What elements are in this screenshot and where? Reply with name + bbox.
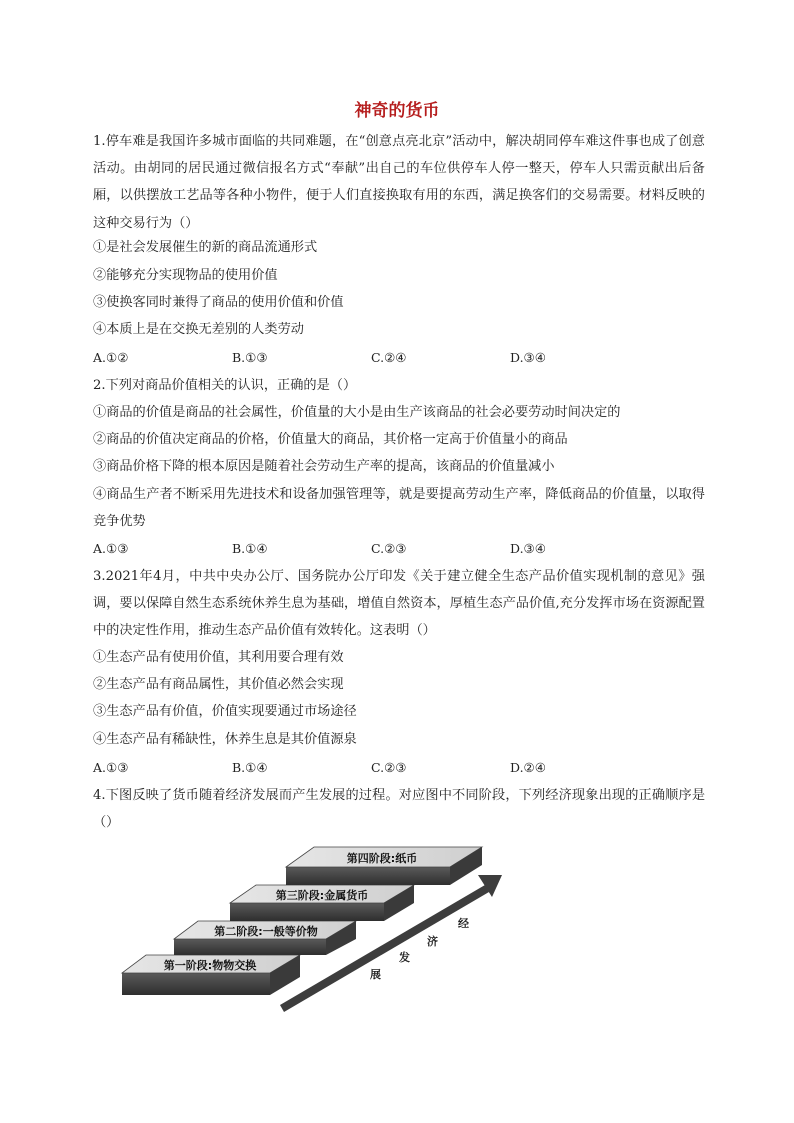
q1-statement-4: ④本质上是在交换无差别的人类劳动 bbox=[93, 322, 304, 337]
arrow-label-char-4: 展 bbox=[370, 968, 381, 981]
question-3-stem: 3.2021年4月，中共中央办公厅、国务院办公厅印发《关于建立健全生态产品价值实现机制的意见》强调，要以保障自然生态系统休养生息为基础，增值自然资本，厚植生态产品价值,充分发挥市场在资源配置中的决定性作用，推动生态产品价值有效转化。这表明（） bbox=[93, 569, 705, 639]
question-4-stem: 4.下图反映了货币随着经济发展而产生发展的过程。对应图中不同阶段，下列经济现象出现的正确顺序是（） bbox=[93, 788, 705, 831]
q2-option-b: B.①④ bbox=[232, 541, 268, 556]
q3-statement-3: ③生态产品有价值，价值实现要通过市场途径 bbox=[93, 704, 357, 719]
q1-option-b: B.①③ bbox=[232, 350, 268, 365]
q3-option-d: D.②④ bbox=[510, 760, 546, 775]
q1-option-a: A.①② bbox=[93, 350, 129, 365]
question-2-stem: 2.下列对商品价值相关的认识，正确的是（） bbox=[93, 378, 357, 393]
q2-statement-3: ③商品价格下降的根本原因是随着社会劳动生产率的提高，该商品的价值量减小 bbox=[93, 459, 555, 474]
q2-statement-2: ②商品的价值决定商品的价格，价值量大的商品，其价格一定高于价值量小的商品 bbox=[93, 432, 568, 447]
q1-statement-1: ①是社会发展催生的新的商品流通形式 bbox=[93, 240, 318, 255]
q2-option-d: D.③④ bbox=[510, 541, 546, 556]
question-1-stem: 1.停车难是我国许多城市面临的共同难题，在“创意点亮北京”活动中，解决胡同停车难这件事也成了创意活动。由胡同的居民通过微信报名方式“奉献”出自己的车位供停车人停一整天，停车人只需贡献出后备厢，以供摆放工艺品等各种小物件，便于人们直接换取有用的东西，满足换客们的交易需要。材料反映的这种交易行为（） bbox=[93, 134, 705, 231]
arrow-label-char-2: 济 bbox=[427, 935, 438, 948]
step-2-label: 第二阶段:一般等价物 bbox=[214, 925, 318, 938]
q3-statement-4: ④生态产品有稀缺性，休养生息是其价值源泉 bbox=[93, 732, 357, 747]
step-4-label: 第四阶段:纸币 bbox=[346, 852, 418, 865]
q3-option-b: B.①④ bbox=[232, 760, 268, 775]
page-title: 神奇的货币 bbox=[354, 101, 440, 121]
q3-statement-2: ②生态产品有商品属性，其价值必然会实现 bbox=[93, 677, 344, 692]
q1-option-d: D.③④ bbox=[510, 350, 546, 365]
q2-statement-1: ①商品的价值是商品的社会属性，价值量的大小是由生产该商品的社会必要劳动时间决定的 bbox=[93, 405, 621, 420]
q3-statement-1: ①生态产品有使用价值，其利用要合理有效 bbox=[93, 650, 344, 665]
q3-option-a: A.①③ bbox=[93, 760, 129, 775]
q1-option-c: C.②④ bbox=[371, 350, 407, 365]
q1-statement-3: ③使换客同时兼得了商品的使用价值和价值 bbox=[93, 295, 344, 310]
q3-option-c: C.②③ bbox=[371, 760, 407, 775]
q2-statement-4: ④商品生产者不断采用先进技术和设备加强管理等，就是要提高劳动生产率，降低商品的价值量，以取得竞争优势 bbox=[93, 487, 705, 530]
step-1-label: 第一阶段:物物交换 bbox=[163, 959, 257, 972]
q2-option-a: A.①③ bbox=[93, 541, 129, 556]
arrow-label-char-1: 经 bbox=[458, 917, 469, 930]
arrow-label-char-3: 发 bbox=[399, 951, 410, 964]
q2-option-c: C.②③ bbox=[371, 541, 407, 556]
step-3-label: 第三阶段:金属货币 bbox=[275, 889, 369, 902]
money-development-staircase-figure bbox=[110, 835, 520, 1015]
q1-statement-2: ②能够充分实现物品的使用价值 bbox=[93, 268, 278, 283]
